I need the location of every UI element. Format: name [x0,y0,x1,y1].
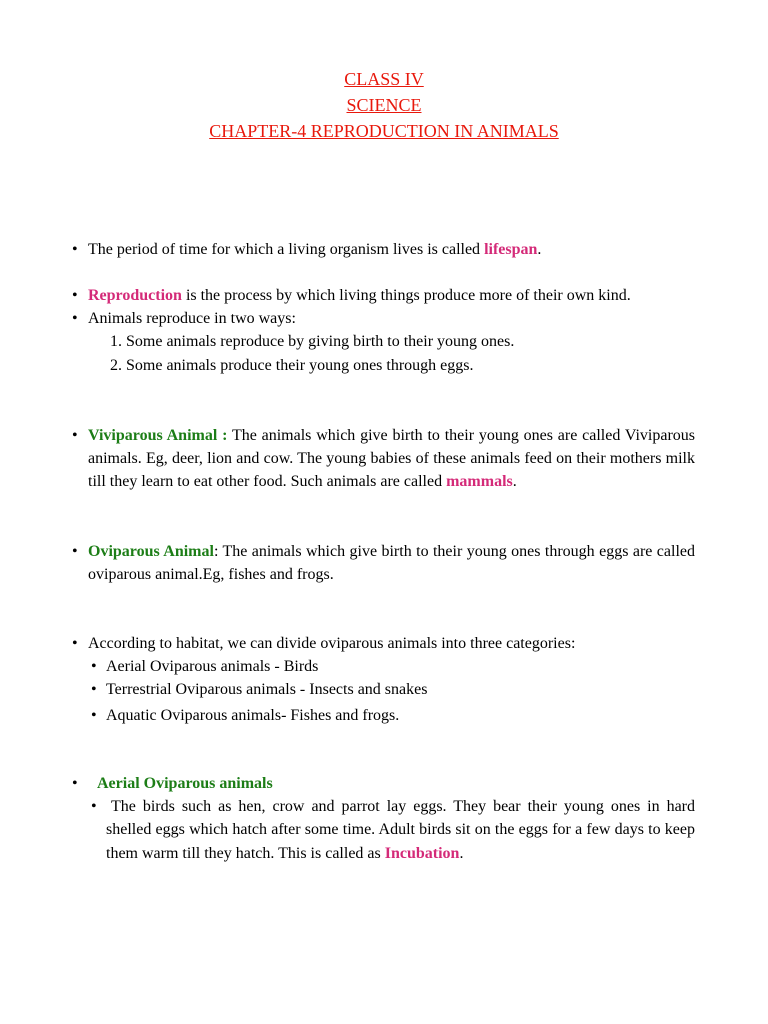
oviparous-term: Oviparous Animal [88,543,214,560]
ways-intro: Animals reproduce in two ways: [88,310,296,328]
oviparous-section [70,540,695,586]
bullet-icon: • [72,775,78,792]
viviparous-text: The animals which give birth to their young ones are called Viviparous animals. Eg, deer, lion and cow. The young babies of these animals feed on their mothers milk till they learn to eat other food. Such animals are called [88,427,695,491]
bullet-icon: • [91,681,97,699]
bullet-icon: • [72,241,78,258]
document-header [0,66,768,144]
incubation-term: Incubation [384,844,460,862]
viviparous-end: . [512,473,517,491]
lifespan-section [70,238,695,261]
class-title: CLASS IV [344,69,424,89]
habitat-item-text: Aquatic Oviparous animals- Fishes and frogs. [106,706,400,724]
list-item [70,284,695,307]
habitat-item-terrestrial [70,678,695,701]
habitat-section [70,632,695,727]
viviparous-section [70,424,695,494]
aerial-section [70,772,695,865]
aerial-text: The birds such as hen, crow and parrot lay eggs. They bear their young ones in hard shelled eggs which hatch after some time. Adult birds sit on the eggs for a few days to keep them warm till they hatch. This is called as [106,798,695,862]
list-item [70,632,695,655]
list-item [70,424,695,494]
list-item [70,238,695,261]
aerial-end: . [459,844,464,862]
habitat-item-text: Aerial Oviparous animals - Birds [106,658,319,676]
bullet-icon: • [91,658,97,676]
bullet-icon: • [72,635,78,652]
list-item [70,772,695,795]
bullet-icon: • [72,543,78,560]
bullet-icon: • [72,310,78,328]
aerial-heading: Aerial Oviparous animals [97,775,273,792]
ways-item-1: 1. Some animals reproduce by giving birth to their young ones. [110,333,515,351]
bullet-icon: • [72,427,78,444]
reproduction-term: Reproduction [88,287,182,304]
subject-title: SCIENCE [346,95,422,115]
lifespan-term: lifespan [484,241,538,258]
bullet-icon: • [91,798,97,816]
reproduction-section [70,284,695,377]
bullet-icon: • [91,706,97,724]
chapter-title: CHAPTER-4 REPRODUCTION IN ANIMALS [209,121,559,141]
list-item [70,307,695,330]
bullet-icon: • [72,287,78,304]
habitat-item-text: Terrestrial Oviparous animals - Insects and snakes [106,681,428,699]
reproduction-text: is the process by which living things produce more of their own kind. [181,287,631,304]
mammals-term: mammals [446,473,513,491]
lifespan-end: . [537,241,542,258]
aerial-description [70,795,695,865]
list-item [70,540,695,586]
habitat-item-aquatic [70,704,695,727]
habitat-intro: According to habitat, we can divide oviparous animals into three categories: [88,635,576,652]
oviparous-text: : The animals which give birth to their young ones through eggs are called oviparous animal.Eg, fishes and frogs. [88,543,695,584]
ways-item-2: 2. Some animals produce their young ones through eggs. [110,356,474,374]
viviparous-term: Viviparous Animal : [88,427,228,444]
lifespan-text: The period of time for which a living organism lives is called [88,241,485,258]
habitat-item-aerial [70,655,695,678]
